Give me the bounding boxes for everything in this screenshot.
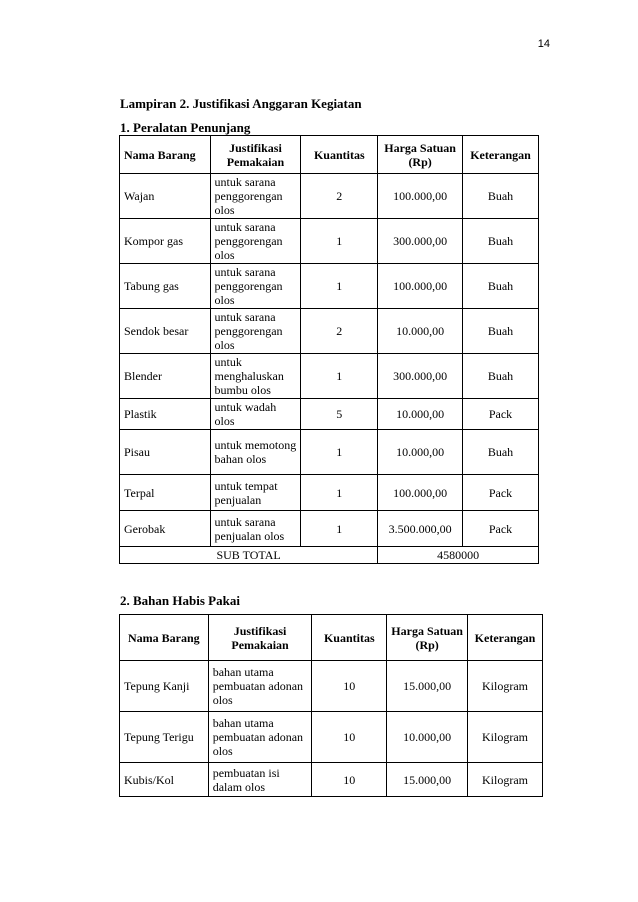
cell-nama: Kompor gas [120,219,211,264]
cell-keterangan: Pack [463,475,539,511]
cell-harga: 100.000,00 [378,475,463,511]
cell-justifikasi: bahan utama pembuatan adonan olos [208,712,312,763]
page-number: 14 [537,38,550,50]
table-row [120,430,539,475]
cell-kuantitas: 1 [301,430,378,475]
table-row [120,219,539,264]
cell-harga: 10.000,00 [378,430,463,475]
table-row [120,661,543,712]
cell-kuantitas: 1 [301,511,378,547]
cell-keterangan: Kilogram [468,763,543,797]
peralatan-table [119,135,539,564]
cell-keterangan: Buah [463,430,539,475]
cell-harga: 300.000,00 [378,219,463,264]
cell-kuantitas: 2 [301,174,378,219]
subtotal-value: 4580000 [378,547,539,564]
cell-harga: 10.000,00 [378,399,463,430]
subtotal-row [120,547,539,564]
cell-keterangan: Buah [463,219,539,264]
cell-keterangan: Buah [463,174,539,219]
cell-harga: 100.000,00 [378,174,463,219]
header-justifikasi: Justifikasi Pemakaian [208,615,312,661]
cell-keterangan: Buah [463,354,539,399]
cell-nama: Plastik [120,399,211,430]
cell-justifikasi: untuk sarana penjualan olos [210,511,301,547]
cell-harga: 10.000,00 [378,309,463,354]
cell-justifikasi: bahan utama pembuatan adonan olos [208,661,312,712]
cell-nama: Kubis/Kol [120,763,209,797]
header-justifikasi: Justifikasi Pemakaian [210,136,301,174]
cell-keterangan: Buah [463,264,539,309]
cell-justifikasi: untuk tempat penjualan [210,475,301,511]
cell-keterangan: Pack [463,399,539,430]
table-row [120,264,539,309]
section-title-peralatan: 1. Peralatan Penunjang [120,120,251,135]
cell-harga: 100.000,00 [378,264,463,309]
table-row [120,511,539,547]
cell-kuantitas: 1 [301,354,378,399]
header-keterangan: Keterangan [463,136,539,174]
cell-justifikasi: untuk sarana penggorengan olos [210,174,301,219]
cell-kuantitas: 10 [312,661,387,712]
table-row [120,354,539,399]
header-kuantitas: Kuantitas [301,136,378,174]
cell-justifikasi: pembuatan isi dalam olos [208,763,312,797]
table-header-row [120,136,539,174]
cell-nama: Pisau [120,430,211,475]
cell-harga: 15.000,00 [387,763,468,797]
header-nama-barang: Nama Barang [120,615,209,661]
cell-harga: 3.500.000,00 [378,511,463,547]
cell-kuantitas: 1 [301,264,378,309]
header-harga-satuan: Harga Satuan (Rp) [387,615,468,661]
cell-kuantitas: 1 [301,219,378,264]
section-title-bahan: 2. Bahan Habis Pakai [120,593,240,608]
cell-justifikasi: untuk menghaluskan bumbu olos [210,354,301,399]
table-row [120,174,539,219]
cell-nama: Tabung gas [120,264,211,309]
cell-kuantitas: 1 [301,475,378,511]
cell-harga: 300.000,00 [378,354,463,399]
cell-nama: Tepung Kanji [120,661,209,712]
cell-nama: Terpal [120,475,211,511]
cell-nama: Gerobak [120,511,211,547]
cell-nama: Wajan [120,174,211,219]
cell-justifikasi: untuk wadah olos [210,399,301,430]
table-row [120,475,539,511]
table-row [120,712,543,763]
table-row [120,399,539,430]
cell-nama: Tepung Terigu [120,712,209,763]
subtotal-label: SUB TOTAL [120,547,378,564]
table-row [120,309,539,354]
header-harga-satuan: Harga Satuan (Rp) [378,136,463,174]
cell-justifikasi: untuk memotong bahan olos [210,430,301,475]
cell-kuantitas: 5 [301,399,378,430]
table-row [120,763,543,797]
cell-justifikasi: untuk sarana penggorengan olos [210,219,301,264]
cell-justifikasi: untuk sarana penggorengan olos [210,309,301,354]
cell-kuantitas: 10 [312,763,387,797]
bahan-table [119,614,543,797]
cell-kuantitas: 2 [301,309,378,354]
header-keterangan: Keterangan [468,615,543,661]
cell-keterangan: Kilogram [468,712,543,763]
cell-keterangan: Buah [463,309,539,354]
cell-nama: Blender [120,354,211,399]
cell-keterangan: Pack [463,511,539,547]
header-nama-barang: Nama Barang [120,136,211,174]
table-header-row [120,615,543,661]
header-kuantitas: Kuantitas [312,615,387,661]
cell-harga: 10.000,00 [387,712,468,763]
cell-kuantitas: 10 [312,712,387,763]
cell-justifikasi: untuk sarana penggorengan olos [210,264,301,309]
cell-nama: Sendok besar [120,309,211,354]
document-title: Lampiran 2. Justifikasi Anggaran Kegiatan [120,96,362,111]
cell-harga: 15.000,00 [387,661,468,712]
cell-keterangan: Kilogram [468,661,543,712]
